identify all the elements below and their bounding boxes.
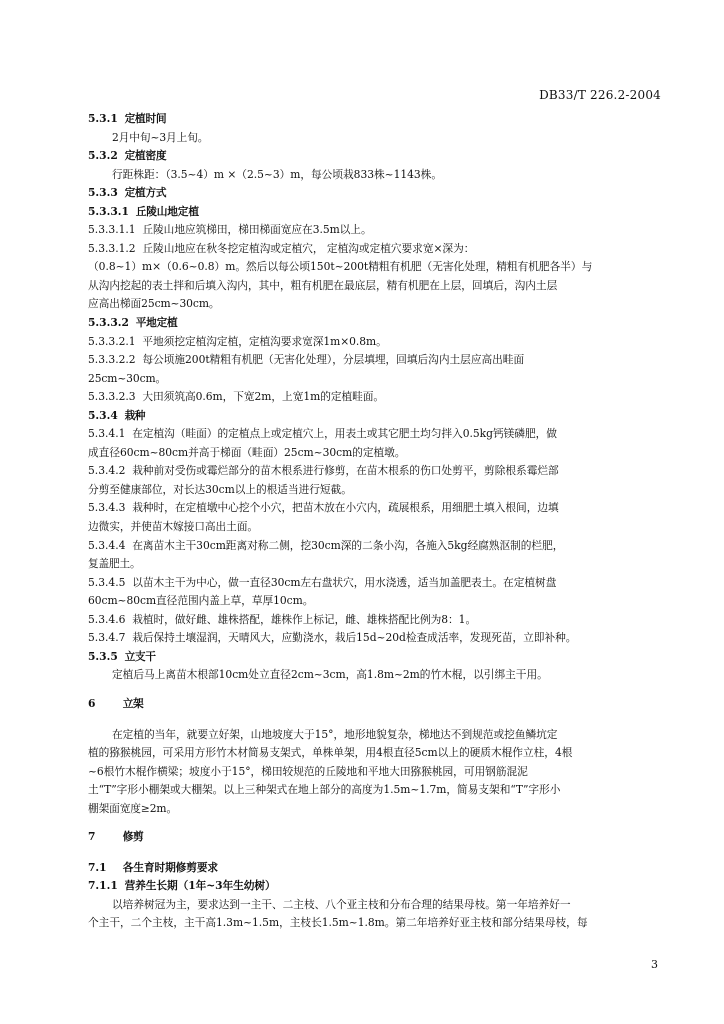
clause-number: 5.3.3.2.1: [88, 334, 136, 348]
text-line: [88, 666, 656, 685]
clause-number: 5.3.4.6: [88, 612, 126, 626]
text-line: [88, 277, 656, 296]
text-line: [88, 726, 656, 745]
text-line: [88, 518, 656, 537]
clause-number: 5.3.4: [88, 408, 118, 422]
paragraph-text: 在离苗木主干30cm距离对称二侧，挖30cm深的二条小沟，各施入5kg经腐熟沤制的栏肥，: [132, 538, 564, 552]
text-line: [88, 800, 656, 819]
paragraph-text: 栽种时，在定植墩中心挖个小穴，把苗木放在小穴内，疏展根系，用细肥土填入根间，边填: [132, 501, 559, 515]
text-line: [88, 462, 656, 481]
clause-number: 5.3.4.7: [88, 631, 126, 645]
paragraph-text: 定植后马上离苗木根部10cm处立直径2cm~3cm，高1.8m~2m的竹木棍，以引绑主干用。: [112, 668, 548, 682]
section-gap: [88, 685, 656, 695]
clause-number: 5.3.3.2.2: [88, 353, 136, 367]
paragraph-text: 应高出梯面25cm~30cm。: [88, 297, 220, 311]
text-line: [88, 221, 656, 240]
text-line: [88, 425, 656, 444]
clause-number: 5.3.3.1: [88, 204, 129, 218]
paragraph-text: 栽后保持土壤湿润，天晴风大，应勤浇水，栽后15d~20d检查成活率，发现死苗，立即补种。: [132, 631, 577, 645]
text-line: [88, 781, 656, 800]
document-body: [88, 110, 656, 933]
paragraph-text: 以培养树冠为主，要求达到一主干、二主枝、八个亚主枝和分布合理的结果母枝。第一年培养好一: [112, 897, 571, 911]
clause-number: 7.1: [88, 860, 107, 874]
section-heading: [88, 110, 656, 129]
paragraph-text: 分剪至健康部位，对长达30cm以上的根适当进行短截。: [88, 482, 352, 496]
clause-number: 5.3.4.3: [88, 501, 126, 515]
section-heading: [88, 407, 656, 426]
text-line: [88, 611, 656, 630]
text-line: [88, 333, 656, 352]
text-line: [88, 481, 656, 500]
paragraph-text: 从沟内挖起的表土拌和后填入沟内，其中，粗有机肥在最底层，精有机肥在上层，回填后，沟内土层: [88, 278, 558, 292]
text-line: [88, 555, 656, 574]
text-line: [88, 370, 656, 389]
text-line: [88, 351, 656, 370]
text-line: [88, 744, 656, 763]
section-heading: [88, 314, 656, 333]
clause-number: 7.1.1: [88, 879, 118, 893]
heading-text: 修剪: [122, 830, 144, 844]
paragraph-text: 植的猕猴桃园，可采用方形竹木材简易支架式，单株单架，用4根直径5cm以上的硬质木棍作立柱，4根: [88, 746, 573, 760]
text-line: [88, 388, 656, 407]
section-heading: [88, 147, 656, 166]
paragraph-text: （0.8~1）m×（0.6~0.8）m。然后以每公顷150t~200t精粗有机肥（无害化处理，精粗有机肥各半）与: [88, 260, 593, 274]
section-heading: [88, 877, 656, 896]
heading-text: 各生育时期修剪要求: [122, 860, 218, 874]
clause-number: 5.3.3.2: [88, 316, 129, 330]
heading-text: 平地定植: [135, 316, 178, 330]
paragraph-text: 2月中旬~3月上旬。: [112, 130, 209, 144]
clause-number: 5.3.3.1.2: [88, 241, 136, 255]
clause-number: 5.3.3: [88, 186, 118, 200]
heading-text: 立支干: [124, 649, 156, 663]
clause-number: 5.3.3.1.1: [88, 223, 136, 237]
section-gap: [88, 714, 656, 726]
text-line: [88, 444, 656, 463]
text-line: [88, 592, 656, 611]
paragraph-text: 以苗木主干为中心，做一直径30cm左右盘状穴，用水浇透，适当加盖肥表土。在定植树盘: [132, 575, 557, 589]
text-line: [88, 499, 656, 518]
paragraph-text: 在定植沟（畦面）的定植点上或定植穴上，用表土或其它肥土均匀拌入0.5kg钙镁磷肥，做: [132, 427, 557, 441]
text-line: [88, 258, 656, 277]
clause-number: 5.3.4.5: [88, 575, 126, 589]
section-heading: [88, 184, 656, 203]
clause-number: 5.3.4.4: [88, 538, 126, 552]
paragraph-text: 成直径60cm~80cm并高于梯面（畦面）25cm~30cm的定植墩。: [88, 445, 406, 459]
section-heading: [88, 648, 656, 667]
heading-text: 定植密度: [124, 149, 167, 163]
section-heading: [88, 828, 656, 847]
text-line: [88, 896, 656, 915]
section-heading: [88, 203, 656, 222]
clause-number: 5.3.2: [88, 149, 118, 163]
document-code-header: DB33/T 226.2-2004: [539, 88, 661, 102]
section-gap: [88, 818, 656, 828]
clause-number: 5.3.5: [88, 649, 118, 663]
heading-text: 营养生长期（1年~3年生幼树）: [124, 879, 276, 893]
clause-number: 5.3.4.2: [88, 464, 126, 478]
section-gap: [88, 847, 656, 859]
section-heading: [88, 695, 656, 714]
paragraph-text: 大田须筑高0.6m，下宽2m，上宽1m的定植畦面。: [142, 390, 385, 404]
paragraph-text: ~6根竹木棍作横梁；坡度小于15°，梯田较规范的丘陵地和平地大田猕猴桃园，可用钢筋混泥: [88, 764, 528, 778]
text-line: [88, 240, 656, 259]
paragraph-text: 在定植的当年，就要立好架，山地坡度大于15°，地形地貌复杂，梯地达不到规范或挖鱼鳞坑定: [112, 727, 558, 741]
heading-text: 栽种: [124, 408, 145, 422]
heading-text: 定植方式: [124, 186, 167, 200]
paragraph-text: 栽植时，做好雌、雄株搭配，雄株作上标记，雌、雄株搭配比例为8：1。: [132, 612, 477, 626]
paragraph-text: 行距株距：（3.5~4）m ×（2.5~3）m，每公顷栽833株~1143株。: [112, 167, 443, 181]
paragraph-text: 栽种前对受伤或霉烂部分的苗木根系进行修剪，在苗木根系的伤口处剪平，剪除根系霉烂部: [132, 464, 559, 478]
clause-number: 5.3.4.1: [88, 427, 126, 441]
text-line: [88, 914, 656, 933]
text-line: [88, 574, 656, 593]
paragraph-text: 棚架面宽度≥2m。: [88, 801, 178, 815]
heading-text: 丘陵山地定植: [135, 204, 199, 218]
section-heading: [88, 859, 656, 878]
page-number: 3: [651, 958, 658, 971]
clause-number: 5.3.3.2.3: [88, 390, 136, 404]
text-line: [88, 629, 656, 648]
paragraph-text: 25cm~30cm。: [88, 371, 167, 385]
paragraph-text: 平地须挖定植沟定植，定植沟要求宽深1m×0.8m。: [142, 334, 387, 348]
paragraph-text: 60cm~80cm直径范围内盖上草，草厚10cm。: [88, 594, 314, 608]
paragraph-text: 丘陵山地应筑梯田，梯田梯面宽应在3.5m以上。: [142, 223, 372, 237]
clause-number: 7: [88, 830, 96, 844]
text-line: [88, 295, 656, 314]
paragraph-text: 边微实，并使苗木嫁接口高出土面。: [88, 520, 258, 534]
paragraph-text: 个主干，二个主枝，主干高1.3m~1.5m，主枝长1.5m~1.8m。第二年培养好亚主枝和部分结果母枝，每: [88, 916, 588, 930]
paragraph-text: 丘陵山地应在秋冬挖定植沟或定植穴， 定植沟或定植穴要求宽×深为：: [142, 241, 475, 255]
text-line: [88, 763, 656, 782]
paragraph-text: 每公顷施200t精粗有机肥（无害化处理），分层填埋，回填后沟内土层应高出畦面: [142, 353, 525, 367]
paragraph-text: 土“T”字形小棚架或大棚架。以上三种架式在地上部分的高度为1.5m~1.7m，简易支架和“T”字形小: [88, 783, 561, 797]
clause-number: 6: [88, 696, 96, 710]
text-line: [88, 537, 656, 556]
text-line: [88, 166, 656, 185]
text-line: [88, 129, 656, 148]
heading-text: 定植时间: [124, 112, 167, 125]
clause-number: 5.3.1: [88, 112, 118, 125]
heading-text: 立架: [122, 696, 144, 710]
paragraph-text: 复盖肥土。: [88, 557, 141, 571]
